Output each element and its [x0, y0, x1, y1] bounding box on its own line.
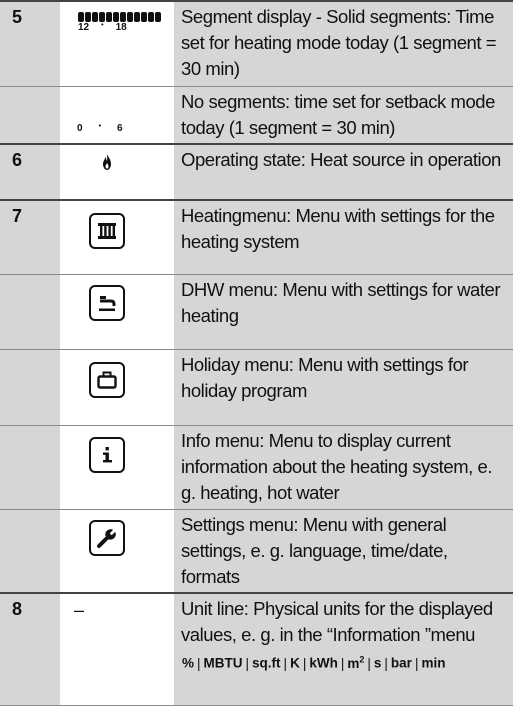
description-cell — [174, 510, 513, 594]
table-row — [0, 86, 513, 144]
row-number — [0, 87, 60, 91]
segment-label-start: 12 — [78, 22, 90, 33]
row-number-cell — [0, 426, 60, 510]
description-text: Unit line: Physical units for the displayed values, e. g. in the “Information ”menu — [181, 598, 493, 645]
row-number-cell — [0, 144, 60, 200]
description-text: Segment display - Solid segments: Time set for heating mode today (1 segment = 30 min) — [181, 6, 497, 79]
icon-cell — [60, 275, 174, 350]
icon-cell — [60, 144, 174, 200]
description-text: Info menu: Menu to display current information about the heating system, e. g. heating, hot water — [181, 430, 493, 503]
flame-icon — [101, 153, 113, 171]
dhw-menu-icon — [89, 285, 125, 321]
segment-label-end: 18 — [115, 22, 127, 33]
unit-percent: % — [182, 655, 195, 671]
table-row — [0, 1, 513, 86]
description-text: Heatingmenu: Menu with settings for the heating system — [181, 204, 495, 252]
table-row — [0, 144, 513, 200]
empty-icon-dash: – — [74, 600, 85, 620]
description-text: Operating state: Heat source in operation — [181, 148, 501, 170]
unit-square-meter: $m^2$ — [347, 654, 365, 671]
row-number — [0, 275, 60, 279]
row-number-cell — [0, 86, 60, 144]
description-cell — [174, 1, 513, 86]
table-row — [0, 275, 513, 350]
segment-display-empty-icon — [77, 123, 123, 134]
description-cell — [174, 86, 513, 144]
icon-cell — [60, 593, 174, 705]
row-number-cell — [0, 200, 60, 275]
description-cell — [174, 426, 513, 510]
icon-cell — [60, 86, 174, 144]
row-number-cell — [0, 1, 60, 86]
row-number: 5 — [12, 7, 23, 27]
icon-cell — [60, 350, 174, 426]
icon-cell — [60, 200, 174, 275]
description-cell — [174, 593, 513, 705]
description-cell — [174, 275, 513, 350]
description-text: No segments: time set for setback mode today (1 segment = 30 min) — [181, 90, 495, 138]
row-number: 7 — [12, 205, 23, 226]
icon-cell — [60, 510, 174, 594]
icon-cell — [60, 426, 174, 510]
unit-sqft: sq.ft — [252, 655, 281, 671]
row-number — [0, 510, 60, 514]
unit-kwh: kWh — [309, 655, 338, 671]
row-number: 8 — [12, 599, 23, 619]
description-cell — [174, 200, 513, 275]
table-row — [0, 350, 513, 426]
description-text: Holiday menu: Menu with settings for holiday program — [181, 354, 469, 401]
segment-label-start: 0 — [77, 122, 83, 134]
settings-menu-icon — [89, 520, 125, 556]
row-number — [0, 426, 60, 430]
description-cell — [174, 144, 513, 200]
unit-line: % | MBTU | sq.ft | K | kWh | $m^2$ | s | bar | min — [182, 654, 446, 671]
unit-kelvin: K — [290, 655, 300, 671]
row-number — [0, 350, 60, 354]
segment-label-end: 6 — [117, 122, 123, 134]
segment-label-dot: • — [98, 122, 102, 130]
heating-menu-icon — [89, 213, 125, 249]
table-row — [0, 510, 513, 594]
row-number-cell — [0, 510, 60, 594]
unit-seconds: s — [373, 655, 382, 671]
table-row — [0, 593, 513, 705]
segment-label-dot: • — [101, 22, 104, 29]
unit-mbtu: MBTU — [203, 655, 243, 671]
row-number: 6 — [12, 149, 23, 170]
description-cell — [174, 350, 513, 426]
description-text: Settings menu: Menu with general settings, e. g. language, time/date, formats — [181, 514, 448, 587]
holiday-menu-icon — [89, 362, 125, 398]
unit-bar: bar — [390, 655, 412, 671]
table-row — [0, 426, 513, 510]
row-number-cell — [0, 593, 60, 705]
icon-cell — [60, 1, 174, 86]
unit-minutes: min — [421, 655, 446, 671]
info-menu-icon — [89, 437, 125, 473]
table-row — [0, 200, 513, 275]
description-text: DHW menu: Menu with settings for water heating — [181, 279, 501, 326]
row-number-cell — [0, 350, 60, 426]
row-number-cell — [0, 275, 60, 350]
segment-display-solid-icon — [78, 12, 161, 33]
